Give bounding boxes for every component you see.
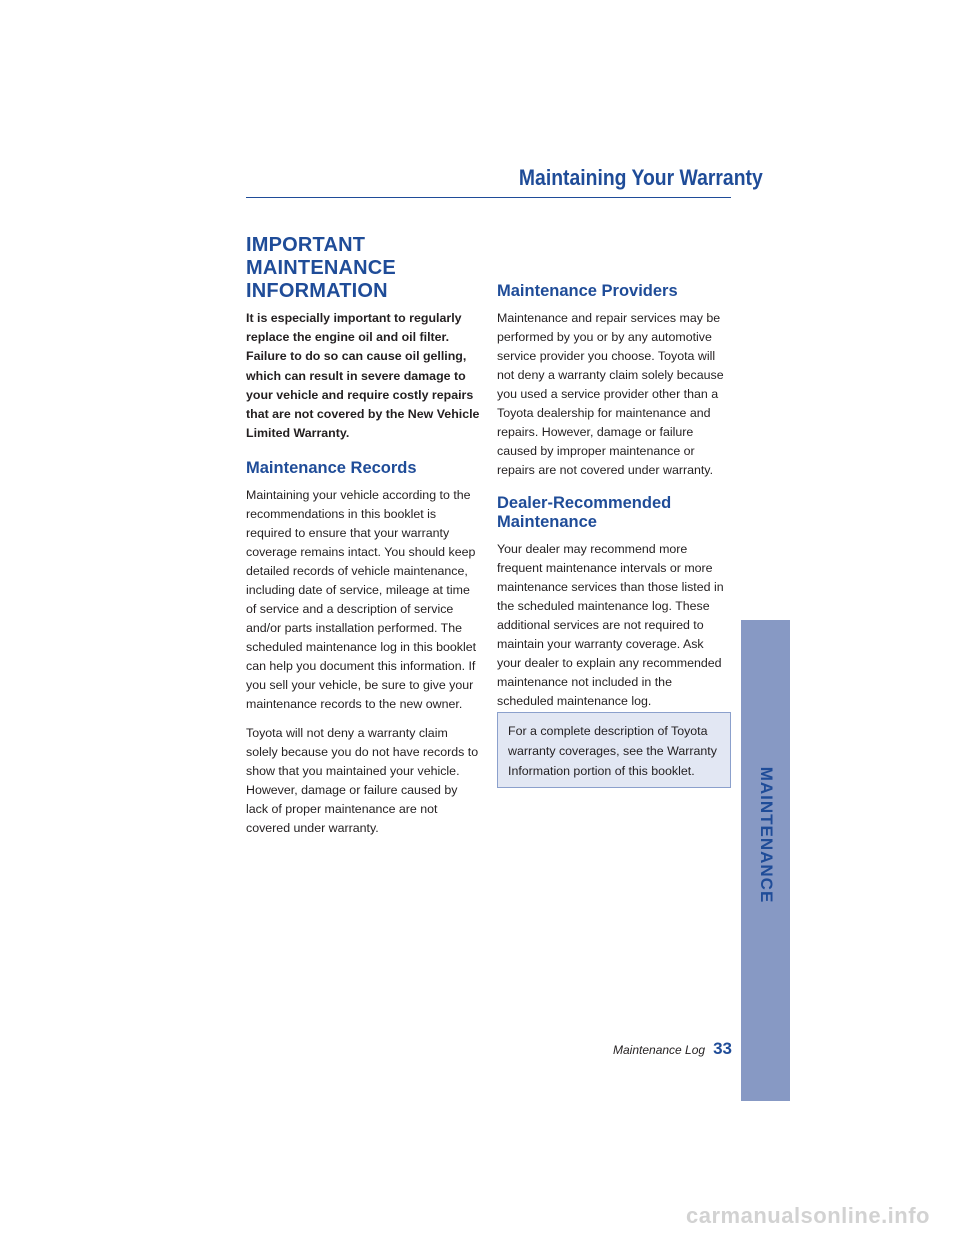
- footer-section-label: Maintenance Log: [613, 1043, 706, 1057]
- section-tab: [741, 620, 790, 1101]
- dealer-heading: Dealer-Recommended Maintenance: [497, 494, 672, 531]
- providers-heading: Maintenance Providers: [497, 282, 678, 300]
- watermark: carmanualsonline.info: [686, 1203, 930, 1228]
- records-paragraph-2: Toyota will not deny a warranty claim solely because you do not have records to show that you maintained your vehicle. However, damage or failure caused by lack of proper maintenance are not covered under warranty.: [246, 726, 479, 836]
- note-text: For a complete description of Toyota warranty coverages, see the Warranty Information portion of this booklet.: [508, 724, 717, 778]
- providers-paragraph: Maintenance and repair services may be performed by you or by any automotive service provider you choose. Toyota will not deny a warranty claim solely because you used a service provider other than a Toyota dealership for maintenance and repairs. However, damage or failure caused by improper maintenance or repairs are not covered under warranty.: [497, 311, 724, 477]
- records-heading: Maintenance Records: [246, 459, 417, 478]
- section-tab-label: MAINTENANCE: [756, 766, 776, 904]
- lead-paragraph: It is especially important to regularly replace the engine oil and oil filter. Failure to do so can cause oil gelling, which can result in severe damage to your vehicle and require costly repairs that are not covered by the New Vehicle Limited Warranty.: [246, 311, 480, 441]
- page-title: Maintaining Your Warranty: [518, 165, 763, 190]
- dealer-paragraph: Your dealer may recommend more frequent maintenance intervals or more maintenance services than those listed in the scheduled maintenance log. These additional services are not required to maintain your warranty coverage. Ask your dealer to explain any recommended maintenance not included in the scheduled maintenance log.: [497, 542, 724, 708]
- left-column: [246, 234, 480, 848]
- records-paragraph-1: Maintaining your vehicle according to the recommendations in this booklet is required to ensure that your warranty coverage remains intact. You should keep detailed records of vehicle maintenance, including date of service, mileage at time of service and a description of service and/or parts installation performed. The scheduled maintenance log in this booklet can help you document this information. If you sell your vehicle, be sure to give your maintenance records to the new owner.: [246, 488, 477, 712]
- note-box: [497, 712, 731, 788]
- header-divider: [246, 197, 731, 198]
- page-number: 33: [713, 1039, 732, 1058]
- main-heading: IMPORTANT MAINTENANCE INFORMATION: [246, 234, 396, 302]
- right-column: [497, 282, 731, 721]
- page-footer: [560, 1039, 732, 1059]
